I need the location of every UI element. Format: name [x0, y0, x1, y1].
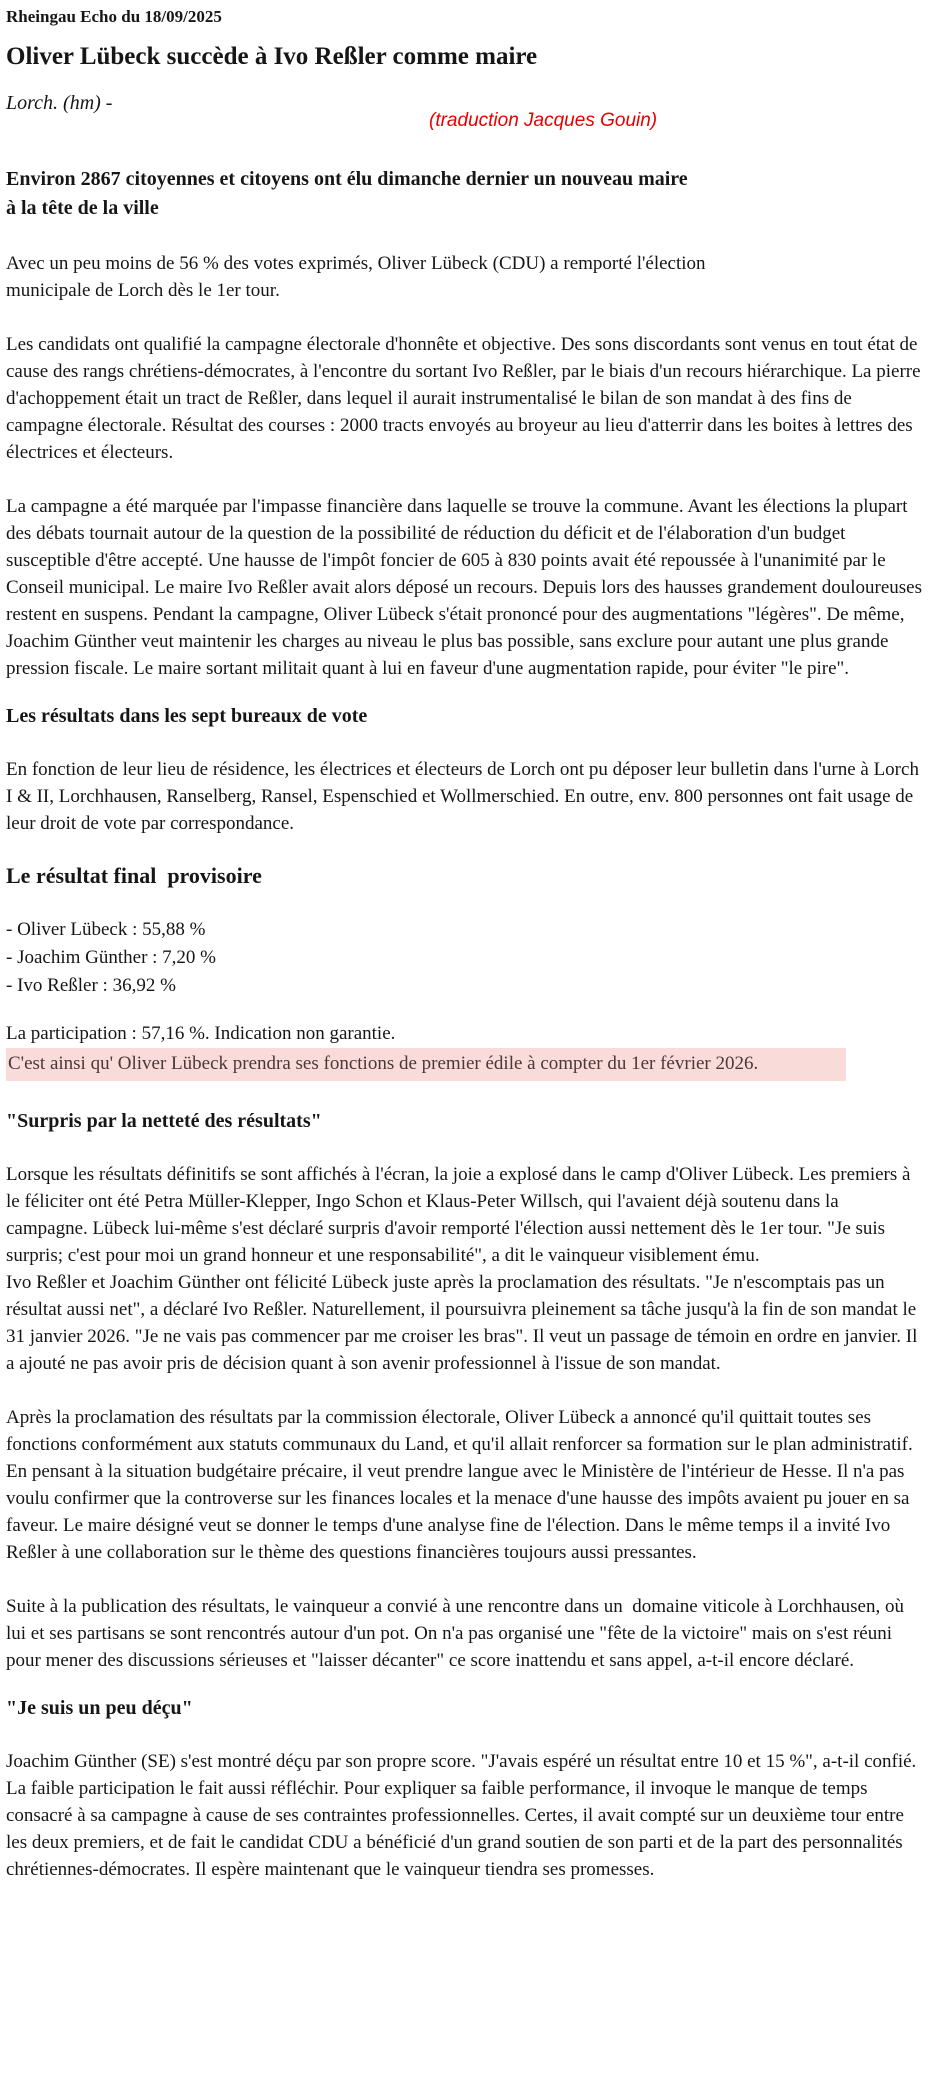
result-item-luebeck: - Oliver Lübeck : 55,88 % — [6, 919, 206, 940]
paragraph-polling-stations: En fonction de leur lieu de résidence, les électrices et électeurs de Lorch ont pu déposer leur bulletin dans l'urne à Lorch I & II, Lorchhausen, Ranselberg, Ransel, Espenschied et Wollmerschied. En outre, env. 800 personnes ont fait usage de leur droit de vote par correspondance. — [6, 759, 924, 834]
dateline: Lorch. (hm) - — [6, 92, 113, 114]
lead-heading-line-2: à la tête de la ville — [6, 197, 159, 219]
paragraph-intro-line-1: Avec un peu moins de 56 % des votes exprimés, Oliver Lübeck (CDU) a remporté l'élection — [6, 253, 706, 274]
paragraph-celebration: Suite à la publication des résultats, le vainqueur a convié à une rencontre dans un domaine viticole à Lorchhausen, où lui et ses partisans se sont rencontrés autour d'un pot. On n'a pas organisé une "fête de la victoire" mais on s'est réuni pour mener des discussions sérieuses et "laisser décanter" ce score inattendu et sans appel, a-t-il encore déclaré. — [6, 1596, 909, 1671]
section-heading-polling-stations: Les résultats dans les sept bureaux de vote — [6, 705, 368, 727]
participation-line: La participation : 57,16 %. Indication non garantie. — [6, 1023, 396, 1044]
participation-block — [6, 1019, 922, 1081]
paragraph-guenther-reaction: Joachim Günther (SE) s'est montré déçu par son propre score. "J'avais espéré un résultat entre 10 et 15 %", a-t-il confié. La faible participation le fait aussi réfléchir. Pour expliquer sa faible performance, il invoque le manque de temps consacré à sa campagne à cause de ses contraintes professionnelles. Certes, il avait compté sur un deuxième tour entre les deux premiers, et de fait le candidat CDU a bénéficié d'un grand soutien de son parti et de la part des personnalités chrétiennes-démocrates. Il espère maintenant que le vainqueur tiendra ses promesses. — [6, 1751, 922, 1880]
result-list — [6, 916, 922, 1000]
section-heading-disappointed: "Je suis un peu déçu" — [6, 1697, 193, 1719]
lead-heading — [6, 165, 922, 223]
lead-heading-line-1: Environ 2867 citoyennes et citoyens ont élu dimanche dernier un nouveau maire — [6, 168, 688, 190]
result-item-guenther: - Joachim Günther : 7,20 % — [6, 947, 217, 968]
paragraph-proclamation: Après la proclamation des résultats par la commission électorale, Oliver Lübeck a annoncé qu'il quittait toutes ses fonctions conformément aux statuts communaux du Land, et qu'il allait renforcer sa formation sur le plan administratif. En pensant à la situation budgétaire précaire, il veut prendre langue avec le Ministère de l'intérieur de Hesse. Il n'a pas voulu confirmer que la controverse sur les finances locales et la menace d'une hausse des impôts avaient pu jouer en sa faveur. Le maire désigné veut se donner le temps d'une analyse fine de l'élection. Dans le même temps il a invité Ivo Reßler à une collaboration sur le thème des questions financières toujours aussi pressantes. — [6, 1407, 918, 1563]
section-heading-surprised: "Surpris par la netteté des résultats" — [6, 1110, 322, 1132]
byline-row — [6, 90, 922, 140]
paragraph-intro-line-2: municipale de Lorch dès le 1er tour. — [6, 280, 280, 301]
result-item-ressler: - Ivo Reßler : 36,92 % — [6, 975, 176, 996]
paragraph-campaign-tracts: Les candidats ont qualifié la campagne électorale d'honnête et objective. Des sons discordants sont venus en tout état de cause des rangs chrétiens-démocrates, à l'encontre du sortant Ivo Reßler, par le biais d'un recours hiérarchique. La pierre d'achoppement était un tract de Reßler, dans lequel il aurait instrumentalisé le bilan de son mandat à des fins de campagne électorale. Résultat des courses : 2000 tracts envoyés au broyeur au lieu d'atterrir dans les boites à lettres des électrices et électeurs. — [6, 334, 926, 463]
article-title: Oliver Lübeck succède à Ivo Reßler comme maire — [6, 43, 538, 70]
paragraph-intro — [6, 250, 922, 304]
paragraph-reactions — [6, 1161, 922, 1377]
paragraph-finances: La campagne a été marquée par l'impasse financière dans laquelle se trouve la commune. Avant les élections la plupart des débats tournait autour de la question de la possibilité de réduction du déficit et de l'élaboration d'un budget susceptible d'être accepté. Une hausse de l'impôt foncier de 605 à 830 points avait été repoussée à l'unanimité par le Conseil municipal. Le maire Ivo Reßler avait alors déposé un recours. Depuis lors des hausses grandement douloureuses restent en suspens. Pendant la campagne, Oliver Lübeck s'était prononcé pour des augmentations "légères". De même, Joachim Günther veut maintenir les charges au niveau le plus bas possible, sans exclure pour autant une plus grande pression fiscale. Le maire sortant militait quant à lui en faveur d'une augmentation rapide, pour éviter "le pire". — [6, 496, 927, 679]
highlighted-takeoffice-line: C'est ainsi qu' Oliver Lübeck prendra ses fonctions de premier édile à compter du 1er février 2026. — [6, 1048, 846, 1081]
masthead-date-line: Rheingau Echo du 18/09/2025 — [6, 7, 222, 26]
paragraph-reactions-part-1: Lorsque les résultats définitifs se sont affichés à l'écran, la joie a explosé dans le camp d'Oliver Lübeck. Les premiers à le féliciter ont été Petra Müller-Klepper, Ingo Schon et Klaus-Peter Willsch, qui l'avaient déjà soutenu dans la campagne. Lübeck lui-même s'est déclaré surpris d'avoir remporté l'élection aussi nettement dès le 1er tour. "Je suis surpris; c'est pour moi un grand honneur et une responsabilité", a dit le vainqueur visiblement ému. — [6, 1164, 916, 1266]
translation-credit: (traduction Jacques Gouin) — [429, 110, 658, 131]
section-heading-final-result: Le résultat final provisoire — [6, 863, 262, 888]
paragraph-reactions-part-2: Ivo Reßler et Joachim Günther ont félicité Lübeck juste après la proclamation des résultats. "Je n'escomptais pas un résultat aussi net", a déclaré Ivo Reßler. Naturellement, il poursuivra pleinement sa tâche jusqu'à la fin de son mandat le 31 janvier 2026. "Je ne vais pas commencer par me croiser les bras". Il veut un passage de témoin en ordre en janvier. Il a ajouté ne pas avoir pris de décision quant à son avenir professionnel à l'issue de son mandat. — [6, 1272, 923, 1374]
